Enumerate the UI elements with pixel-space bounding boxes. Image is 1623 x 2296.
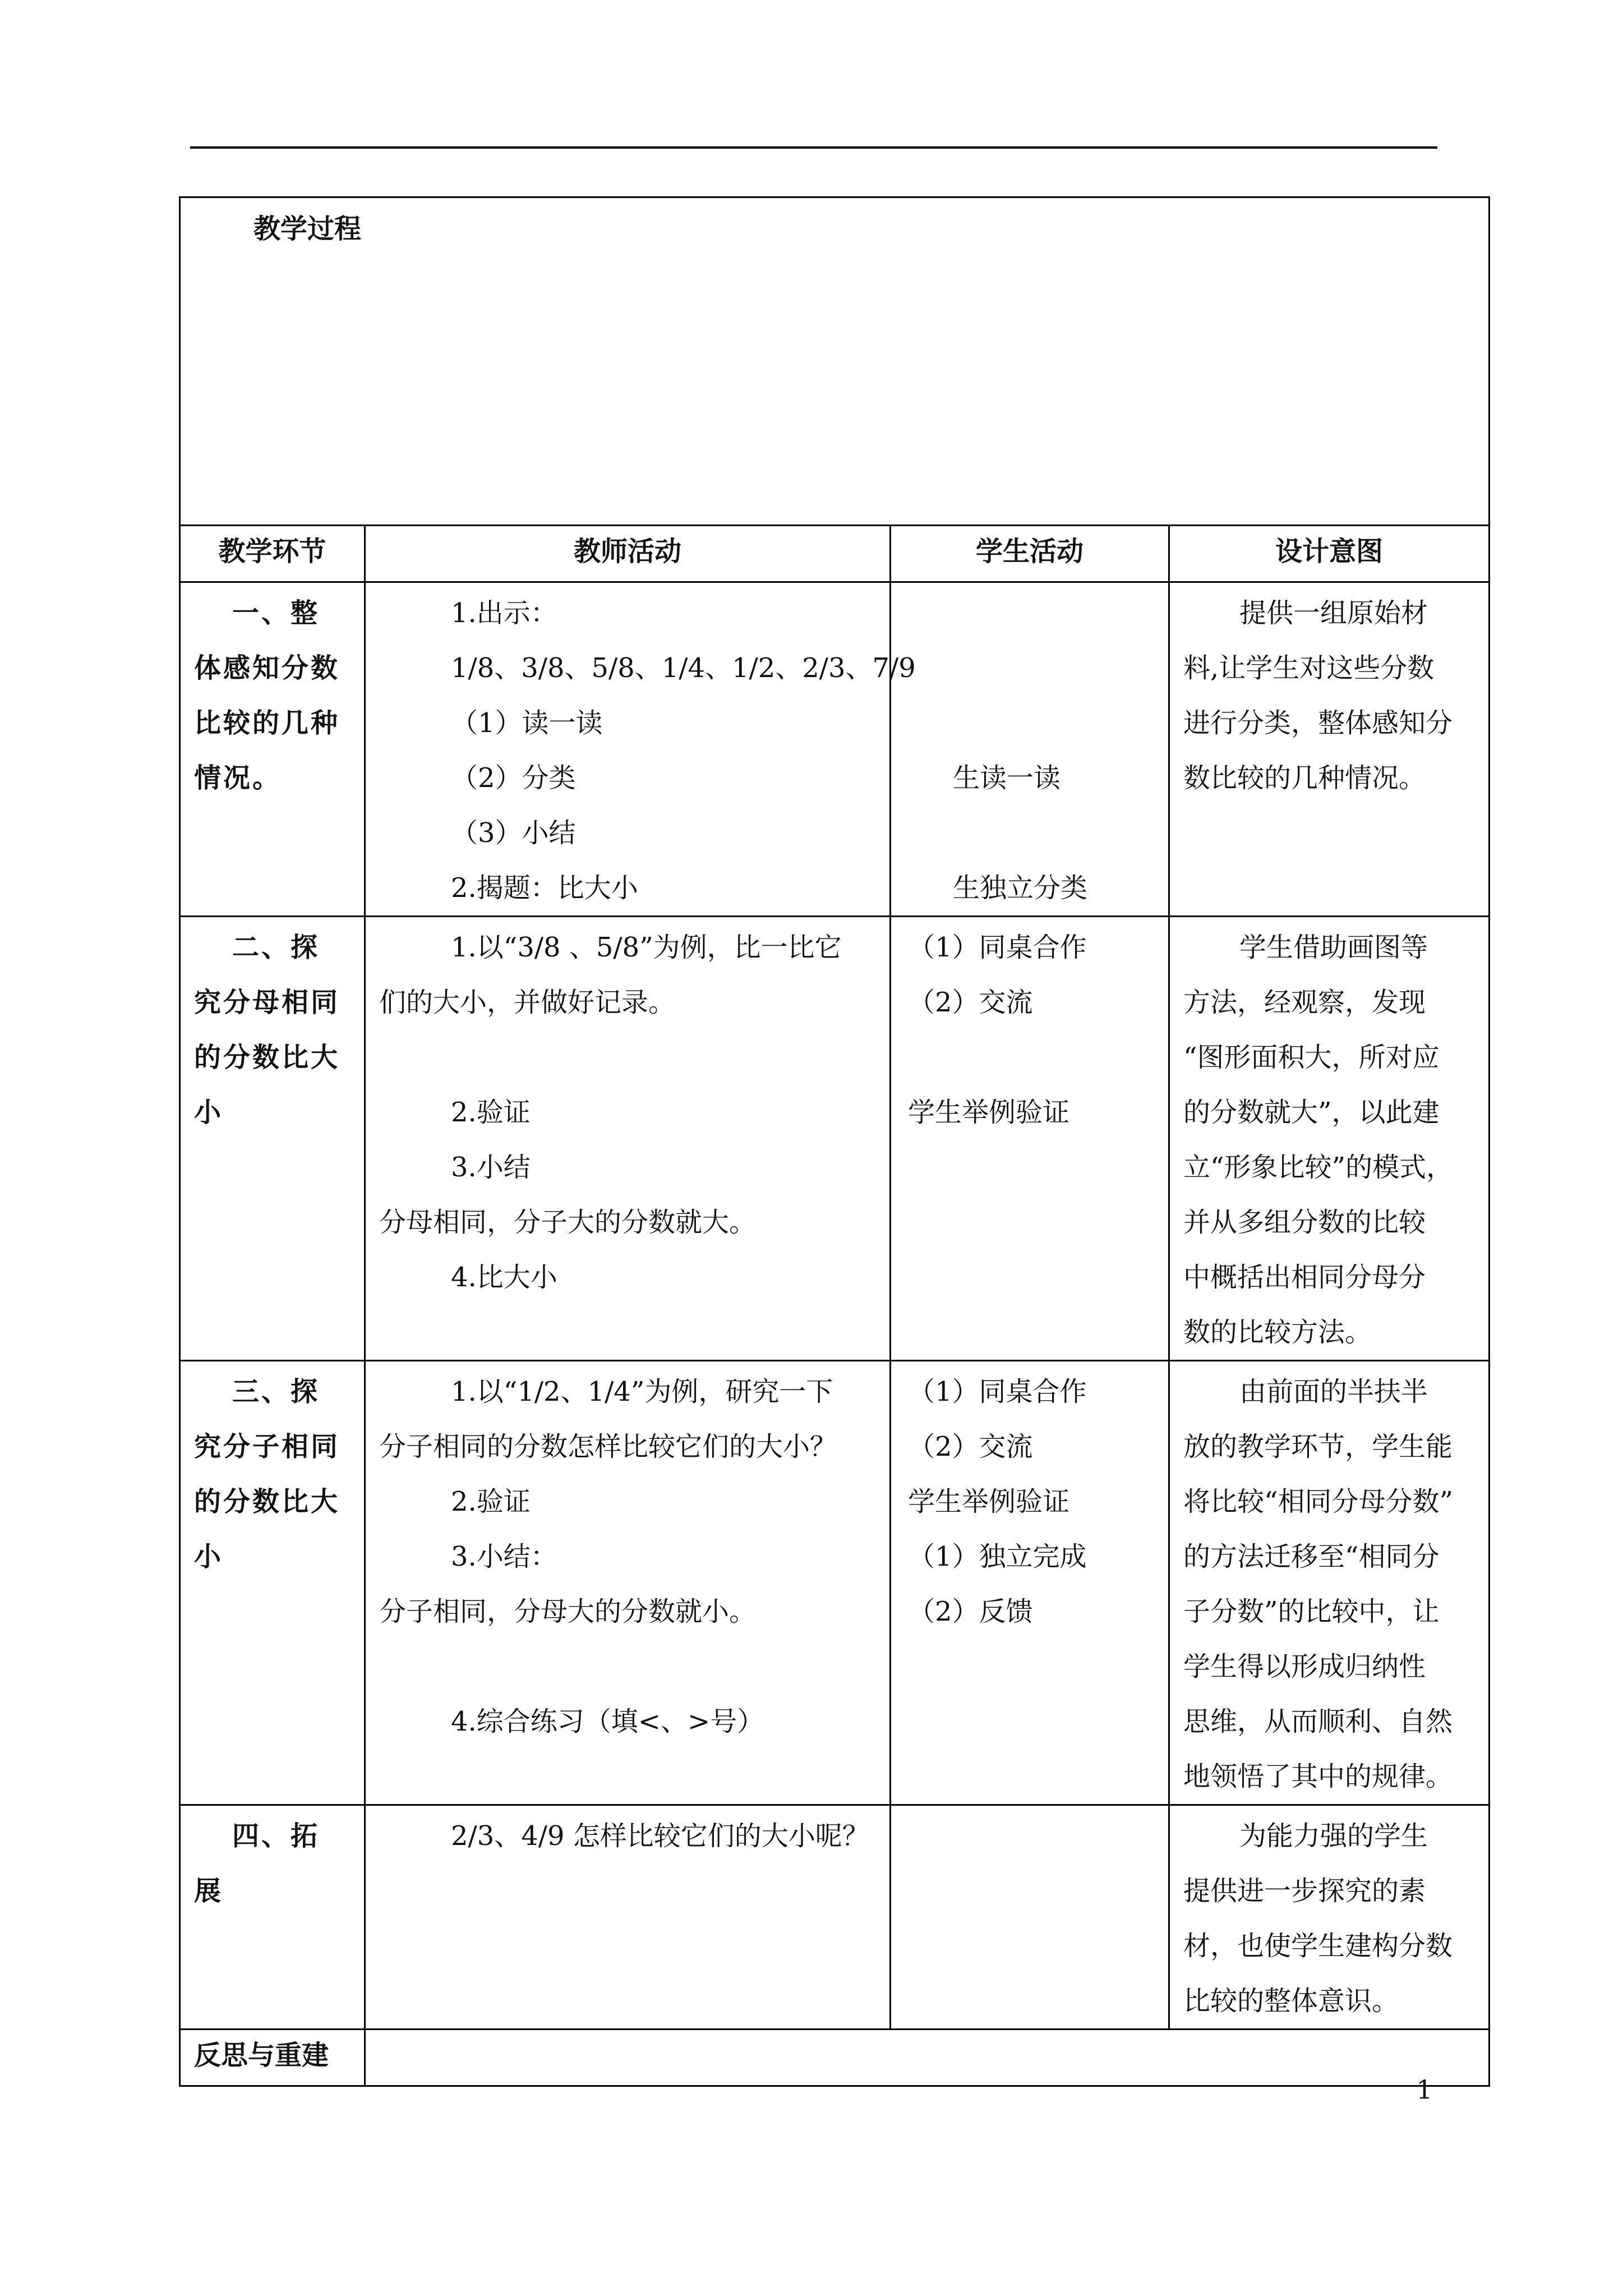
teacher-text: 们的大小，并做好记录。 xyxy=(379,987,676,1018)
student-text: 生独立分类 xyxy=(953,872,1088,904)
design-text: 学生得以形成归纳性 xyxy=(1183,1651,1426,1682)
stage-text: 小 xyxy=(194,1541,224,1572)
student-activity-cell xyxy=(891,582,1169,917)
header-stage: 教学环节 xyxy=(180,526,365,582)
teaching-process-cell xyxy=(180,197,1490,526)
teacher-text: 1.以“1/2、1/4”为例，研究一下 xyxy=(451,1376,833,1407)
design-text: 的方法迁移至“相同分 xyxy=(1183,1541,1440,1572)
stage-cell xyxy=(180,1361,365,1805)
teaching-process-title: 教学过程 xyxy=(253,213,362,245)
design-intent-cell xyxy=(1169,917,1490,1361)
teacher-text: （2）分类 xyxy=(451,762,576,794)
student-text: （2）反馈 xyxy=(908,1596,1033,1627)
teacher-activity-cell xyxy=(365,1805,891,2030)
table-row xyxy=(180,1805,1490,2030)
teacher-text: 3.小结： xyxy=(451,1541,557,1572)
teacher-activity-cell xyxy=(365,1361,891,1805)
design-text: 比较的整体意识。 xyxy=(1183,1985,1399,2017)
teacher-text: 1.以“3/8 、5/8”为例，比一比它 xyxy=(451,932,842,963)
stage-text: 的分数比大 xyxy=(194,1042,340,1073)
teacher-text: 分子相同的分数怎样比较它们的大小？ xyxy=(379,1431,837,1462)
header-design-intent: 设计意图 xyxy=(1169,526,1490,582)
teacher-text: 2.验证 xyxy=(451,1486,531,1517)
stage-text: 三、探 xyxy=(232,1376,320,1407)
design-text: 为能力强的学生 xyxy=(1239,1820,1428,1852)
design-text: 地领悟了其中的规律。 xyxy=(1183,1761,1453,1792)
teacher-text: 2.揭题：比大小 xyxy=(451,872,638,904)
student-activity-cell xyxy=(891,1361,1169,1805)
header-rule xyxy=(190,146,1437,149)
teacher-text: （1）读一读 xyxy=(451,707,603,739)
header-teacher-activity: 教师活动 xyxy=(365,526,891,582)
design-text: “图形面积大，所对应 xyxy=(1183,1042,1440,1073)
student-activity-cell xyxy=(891,1805,1169,2030)
design-text: 材，也使学生建构分数 xyxy=(1183,1930,1453,1962)
page-number: 1 xyxy=(1416,2074,1433,2105)
stage-text: 展 xyxy=(194,1875,224,1907)
stage-text: 情况。 xyxy=(194,762,282,794)
design-text: 提供进一步探究的素 xyxy=(1183,1875,1426,1907)
design-text: 进行分类，整体感知分 xyxy=(1183,707,1453,739)
student-text: 学生举例验证 xyxy=(908,1097,1070,1128)
teacher-text: 1.出示： xyxy=(451,597,557,629)
stage-text: 一、整 xyxy=(232,597,320,629)
stage-text: 四、拓 xyxy=(232,1820,320,1852)
design-intent-cell xyxy=(1169,1805,1490,2030)
design-intent-cell xyxy=(1169,1361,1490,1805)
design-text: 的分数就大”，以此建 xyxy=(1183,1097,1440,1128)
design-text: 子分数”的比较中，让 xyxy=(1183,1596,1440,1627)
stage-cell xyxy=(180,582,365,917)
lesson-plan-table xyxy=(179,196,1490,2087)
design-text: 放的教学环节，学生能 xyxy=(1183,1431,1453,1462)
student-text: （1）同桌合作 xyxy=(908,1376,1087,1407)
table-row xyxy=(180,582,1490,917)
design-text: 并从多组分数的比较 xyxy=(1183,1207,1426,1238)
table-row xyxy=(180,917,1490,1361)
teacher-text: 2.验证 xyxy=(451,1097,531,1128)
design-text: 思维，从而顺利、自然 xyxy=(1183,1706,1453,1737)
stage-text: 的分数比大 xyxy=(194,1486,340,1517)
design-intent-cell xyxy=(1169,582,1490,917)
student-text: （2）交流 xyxy=(908,987,1033,1018)
stage-text: 究分子相同 xyxy=(194,1431,340,1462)
teacher-text: 分母相同，分子大的分数就大。 xyxy=(379,1207,757,1238)
design-text: 学生借助画图等 xyxy=(1239,932,1428,963)
student-text: （1）同桌合作 xyxy=(908,932,1087,963)
table-row xyxy=(180,1361,1490,1805)
design-text: 数比较的几种情况。 xyxy=(1183,762,1426,794)
stage-text: 体感知分数 xyxy=(194,652,340,684)
design-text: 将比较“相同分母分数” xyxy=(1183,1486,1454,1517)
teacher-text: 4.综合练习（填<、>号） xyxy=(451,1706,764,1737)
header-student-activity: 学生活动 xyxy=(891,526,1169,582)
teacher-activity-cell xyxy=(365,917,891,1361)
reflection-cell xyxy=(365,2030,1490,2086)
stage-cell xyxy=(180,1805,365,2030)
design-text: 提供一组原始材 xyxy=(1239,597,1428,629)
design-text: 方法，经观察，发现 xyxy=(1183,987,1426,1018)
stage-text: 二、探 xyxy=(232,932,320,963)
stage-text: 比较的几种 xyxy=(194,707,340,739)
student-text: 学生举例验证 xyxy=(908,1486,1070,1517)
stage-text: 究分母相同 xyxy=(194,987,340,1018)
design-text: 料,让学生对这些分数 xyxy=(1183,652,1435,684)
student-text: 生读一读 xyxy=(953,762,1061,794)
reflection-label: 反思与重建 xyxy=(180,2030,365,2086)
teacher-activity-cell xyxy=(365,582,916,917)
design-text: 立“形象比较”的模式， xyxy=(1183,1152,1454,1183)
stage-cell xyxy=(180,917,365,1361)
design-text: 数的比较方法。 xyxy=(1183,1317,1372,1348)
teacher-text: 1/8、3/8、5/8、1/4、1/2、2/3、7/9 xyxy=(451,652,916,684)
design-text: 由前面的半扶半 xyxy=(1239,1376,1428,1407)
student-activity-cell xyxy=(891,917,1169,1361)
teacher-text: 分子相同，分母大的分数就小。 xyxy=(379,1596,757,1627)
teacher-text: 3.小结 xyxy=(451,1152,531,1183)
teacher-text: 2/3、4/9 怎样比较它们的大小呢？ xyxy=(451,1820,869,1852)
stage-text: 小 xyxy=(194,1097,224,1128)
design-text: 中概括出相同分母分 xyxy=(1183,1262,1426,1293)
teacher-text: （3）小结 xyxy=(451,817,576,849)
table-row xyxy=(180,2030,1490,2086)
student-text: （2）交流 xyxy=(908,1431,1033,1462)
student-text: （1）独立完成 xyxy=(908,1541,1087,1572)
teacher-text: 4.比大小 xyxy=(451,1262,557,1293)
